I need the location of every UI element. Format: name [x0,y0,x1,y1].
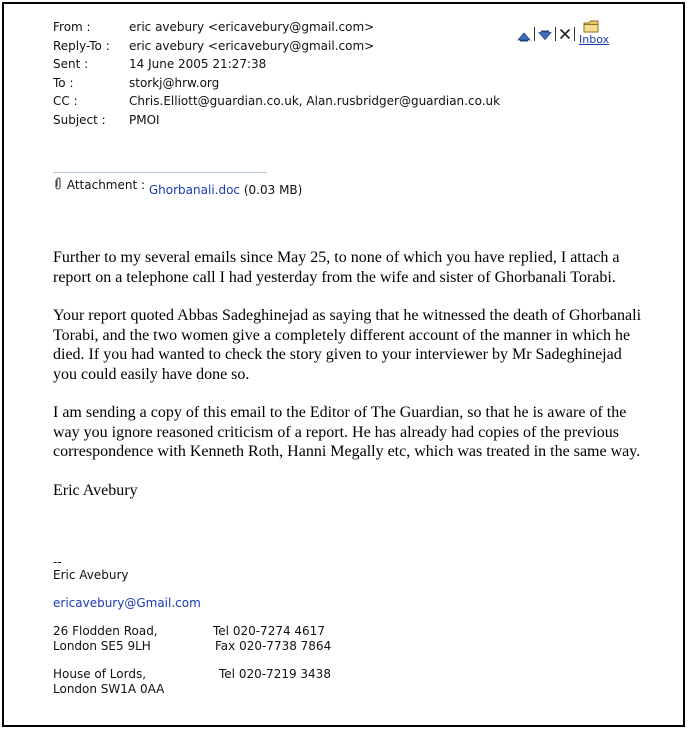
signature-email-link[interactable]: ericavebury@Gmail.com [53,596,201,610]
reply-to-value: eric avebury <ericavebury@gmail.com> [129,38,375,53]
attachment-row [53,177,303,197]
toolbar-separator [555,27,556,41]
address2-line2: London SW1A 0AA [53,682,165,696]
signature-dashes: -- [53,555,62,569]
to-value: storkj@hrw.org [129,75,220,90]
header-label: Sent : [53,57,89,71]
message-toolbar [517,20,612,46]
close-icon[interactable] [559,27,571,45]
paperclip-icon [53,177,63,193]
cc-value: Chris.Elliott@guardian.co.uk, Alan.rusbridger@guardian.co.uk [129,94,501,108]
signature-name: Eric Avebury [53,568,129,582]
inbox-link[interactable]: Inbox [579,33,610,46]
subject-value: PMOI [129,112,160,127]
header-label: To : [53,75,74,90]
address1-line2: London SE5 9LH [53,639,151,653]
address2-line1: House of Lords, [53,667,147,681]
attachment-link[interactable]: Ghorbanali.doc [148,183,241,197]
attachment-divider [53,172,267,173]
body-paragraph: Your report quoted Abbas Sadeghinejad as saying that he witnessed the death of Ghorbanali Torabi, and the two women give a completely different account of the manner in which he died. If you had wanted to check the story given to your interviewer by Mr Sadeghinejad you could easily have done so. [53,307,642,383]
header-label: Reply-To : [53,38,110,53]
header-label: From : [53,20,91,34]
header-label: Subject : [53,112,106,127]
attachment-size: (0.03 MB) [243,183,303,197]
arrow-down-icon[interactable] [538,28,552,46]
tel2: Tel 020-7219 3438 [219,667,331,681]
toolbar-separator [534,27,535,41]
toolbar-separator [574,27,575,41]
move-to-inbox-button[interactable] [578,20,612,48]
sent-value: 14 June 2005 21:27:38 [129,57,267,71]
message-body [53,248,643,500]
fax1: Fax 020-7738 7864 [215,639,332,653]
address1-line1: 26 Flodden Road, [53,624,158,638]
from-value: eric avebury <ericavebury@gmail.com> [129,20,375,34]
header-label: CC : [53,94,78,108]
attachment-file [149,183,302,197]
body-paragraph: I am sending a copy of this email to the Editor of The Guardian, so that he is aware of the way you ignore reasoned criticism of a report. He has already had copies of the previous correspondence with Kenneth Roth, Hanni Megally etc, which was treated in the same way. [53,404,641,460]
attachment-label: Attachment : [66,178,146,192]
arrow-up-icon[interactable] [517,29,531,47]
signoff: Eric Avebury [53,481,138,499]
tel1: Tel 020-7274 4617 [213,624,325,638]
body-paragraph: Further to my several emails since May 25, to none of which you have replied, I attach a report on a telephone call I had yesterday from the wife and sister of Ghorbanali Torabi. [53,249,620,286]
